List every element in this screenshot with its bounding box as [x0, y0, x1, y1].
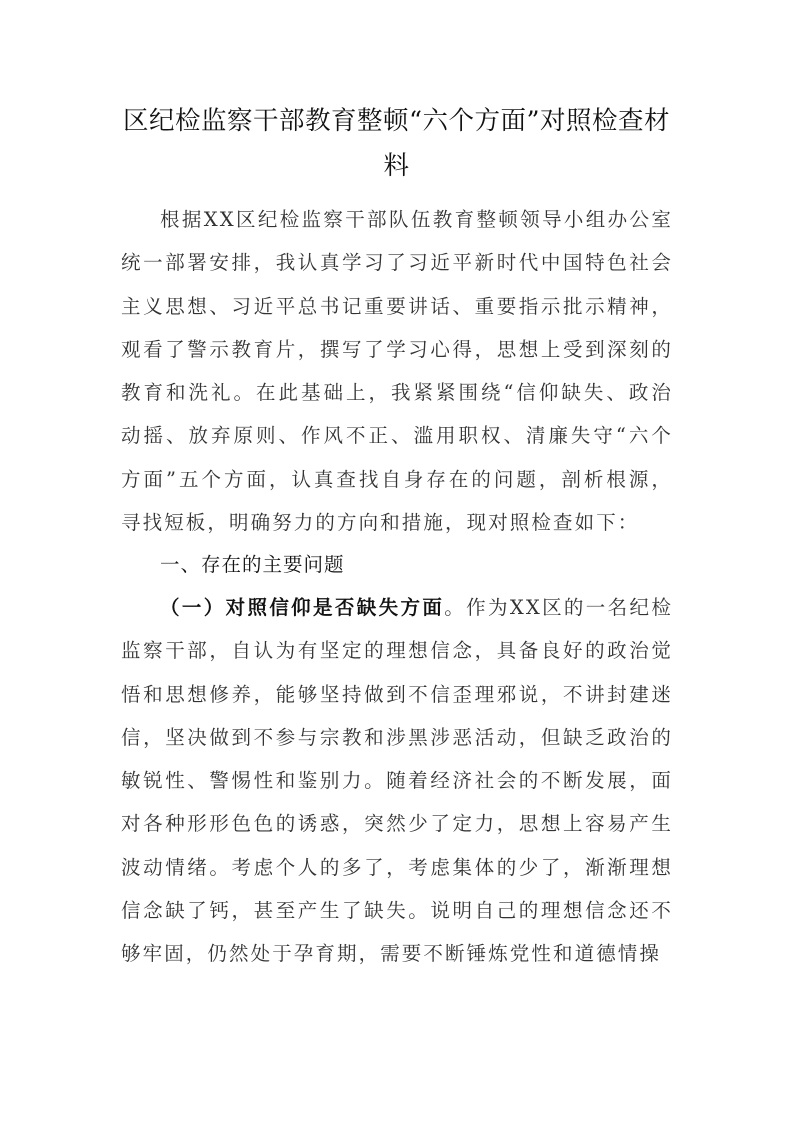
item-heading-faith: （一）对照信仰是否缺失方面: [160, 596, 445, 619]
item-text-faith: 。作为XX区的一名纪检监察干部，自认为有坚定的理想信念，具备良好的政治觉悟和思想修养，能够坚持做到不信歪理邪说，不讲封建迷信，坚决做到不参与宗教和涉黑涉恶活动，但缺乏政治的敏锐性、警惕性和鉴别力。随着经济社会的不断发展，面对各种形形色色的诱惑，突然少了定力，思想上容易产生波动情绪。考虑个人的多了，考虑集体的少了，渐渐理想信念缺了钙，甚至产生了缺失。说明自己的理想信念还不够牢固，仍然处于孕育期，需要不断锤炼党性和道德情操: [121, 596, 673, 966]
item-paragraph-faith: [121, 586, 673, 976]
section-heading-main-problems: 一、存在的主要问题: [160, 553, 345, 576]
document-title: 区纪检监察干部教育整顿“六个方面”对照检查材料: [122, 106, 671, 181]
intro-paragraph: 根据XX区纪检监察干部队伍教育整顿领导小组办公室统一部署安排，我认真学习了习近平新时代中国特色社会主义思想、习近平总书记重要讲话、重要指示批示精神，观看了警示教育片，撰写了学习心得，思想上受到深刻的教育和洗礼。在此基础上，我紧紧围绕“信仰缺失、政治动摇、放弃原则、作风不正、滥用职权、清廉失守“六个方面”五个方面，认真查找自身存在的问题，剖析根源，寻找短板，明确努力的方向和措施，现对照检查如下：: [121, 208, 673, 535]
